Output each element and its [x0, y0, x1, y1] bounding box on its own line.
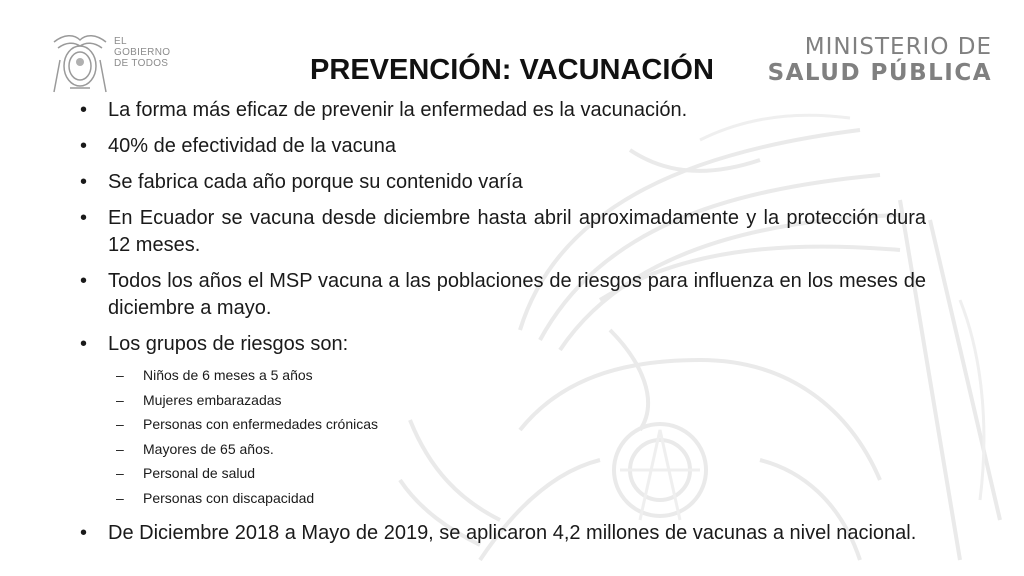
gobierno-line-1: EL	[114, 36, 127, 47]
ministerio-line-1: MINISTERIO DE	[804, 34, 992, 60]
bullet-list	[80, 97, 926, 556]
bullet-item	[80, 520, 926, 547]
bullet-item	[80, 97, 926, 124]
gobierno-line-2: GOBIERNO	[114, 47, 171, 58]
bullet-item	[80, 268, 926, 322]
bullet-text: Todos los años el MSP vacuna a las poblaciones de riesgos para influenza en los meses de diciembre a mayo.	[108, 270, 926, 319]
bullet-text: Se fabrica cada año porque su contenido varía	[108, 171, 523, 193]
risk-group-item: – Personas con discapacidad	[108, 486, 926, 511]
bullet-text: En Ecuador se vacuna desde diciembre hasta abril aproximadamente y la protección dura 12 meses.	[108, 207, 926, 256]
risk-groups-list	[108, 363, 926, 511]
gobierno-line-3: DE TODOS	[114, 58, 169, 69]
bullet-text: La forma más eficaz de prevenir la enfermedad es la vacunación.	[108, 99, 688, 121]
risk-group-item: – Mujeres embarazadas	[108, 388, 926, 413]
risk-group-item: – Mayores de 65 años.	[108, 437, 926, 462]
bullet-text: Los grupos de riesgos son:	[108, 333, 349, 355]
bullet-item	[80, 205, 926, 259]
ministerio-line-2: SALUD PÚBLICA	[767, 60, 992, 86]
bullet-item	[80, 133, 926, 160]
bullet-item	[80, 331, 926, 511]
risk-group-item: – Personal de salud	[108, 461, 926, 486]
bullet-item	[80, 169, 926, 196]
page-title: PREVENCIÓN: VACUNACIÓN	[310, 54, 714, 86]
risk-group-item: – Niños de 6 meses a 5 años	[108, 363, 926, 388]
bullet-text: 40% de efectividad de la vacuna	[108, 135, 396, 157]
risk-group-item: – Personas con enfermedades crónicas	[108, 412, 926, 437]
bullet-text: De Diciembre 2018 a Mayo de 2019, se aplicaron 4,2 millones de vacunas a nivel nacional.	[108, 521, 917, 544]
